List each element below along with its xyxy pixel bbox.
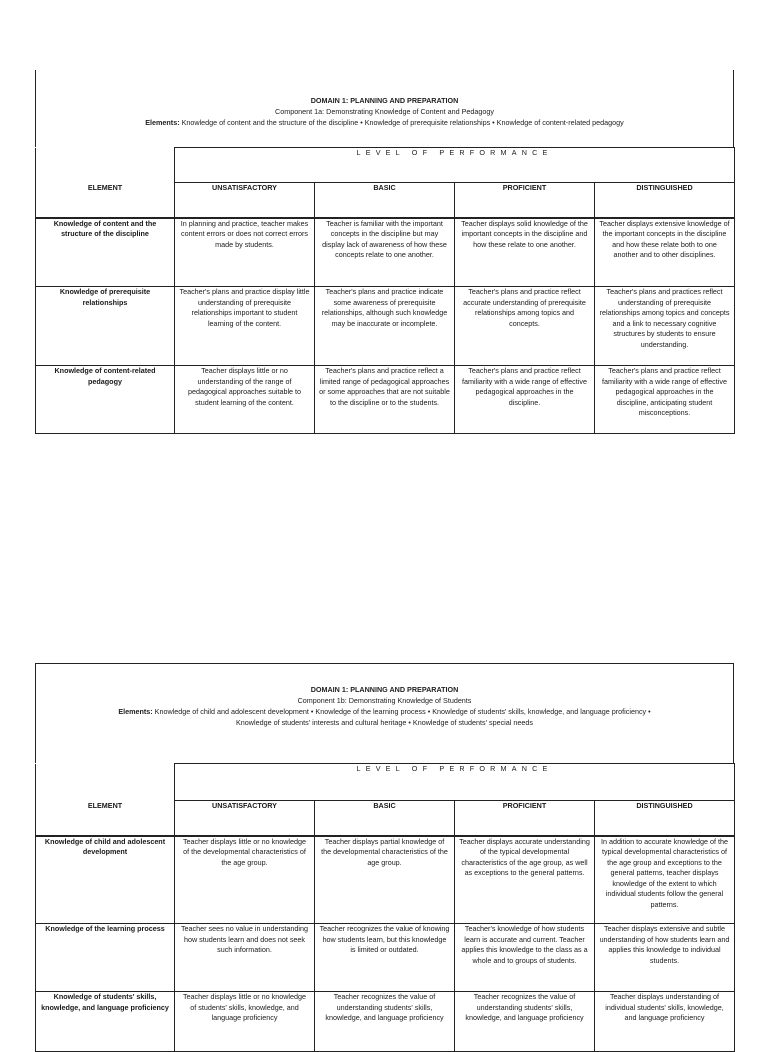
table-cell: Teacher displays accurate understanding of the typical developmental characteristics of the age group, as well as exceptions to the general patterns. (455, 836, 595, 924)
element-name: Knowledge of content and the structure of the discipline (36, 218, 175, 287)
table-cell: Teacher is familiar with the important concepts in the discipline but may display lack of awareness of how these concepts relate to one another. (315, 218, 455, 287)
table-row (36, 924, 735, 992)
elements-text-line2: Knowledge of students' interests and cultural heritage • Knowledge of students' special needs (236, 718, 533, 727)
domain-title: DOMAIN 1: PLANNING AND PREPARATION (310, 685, 459, 694)
table-cell: Teacher displays little or no knowledge of students' skills, knowledge, and language proficiency (175, 992, 315, 1052)
table-cell: Teacher displays extensive knowledge of the important concepts in the discipline and how these relate both to one another and to other disciplines. (595, 218, 735, 287)
column-header-proficient: PROFICIENT (455, 801, 595, 836)
element-name: Knowledge of child and adolescent development (36, 836, 175, 924)
table-cell: In addition to accurate knowledge of the typical developmental characteristics of the age group and exceptions to the general patterns, teacher displays knowledge of the extent to which individual students follow the general patterns. (595, 836, 735, 924)
table-cell: Teacher sees no value in understanding how students learn and does not seek such information. (175, 924, 315, 992)
table-row (36, 287, 735, 366)
element-column-spacer (36, 764, 175, 801)
element-name: Knowledge of the learning process (36, 924, 175, 992)
table-cell: Teacher recognizes the value of understanding students' skills, knowledge, and language proficiency (455, 992, 595, 1052)
table-cell: Teacher's plans and practice reflect familiarity with a wide range of effective pedagogical approaches in the discipline, anticipating student misconceptions. (595, 366, 735, 434)
column-header-unsatisfactory: UNSATISFACTORY (175, 801, 315, 836)
column-header-proficient: PROFICIENT (455, 183, 595, 218)
element-column-spacer (36, 148, 175, 183)
elements-list (36, 117, 733, 128)
element-column-header: ELEMENT (36, 801, 175, 836)
table-cell: Teacher displays little or no understanding of the range of pedagogical approaches suitable to student learning of the content. (175, 366, 315, 434)
column-header-basic: BASIC (315, 801, 455, 836)
table-cell: Teacher displays extensive and subtle understanding of how students learn and applies this knowledge to individual students. (595, 924, 735, 992)
table-cell: Teacher displays understanding of individual students' skills, knowledge, and language proficiency (595, 992, 735, 1052)
elements-text: Knowledge of content and the structure of the discipline • Knowledge of prerequisite relationships • Knowledge of content-related pedagogy (181, 118, 624, 127)
rubric-header (35, 70, 734, 147)
level-of-performance-heading: LEVEL OF PERFORMANCE (175, 764, 735, 801)
element-column-header: ELEMENT (36, 183, 175, 218)
table-cell: Teacher's plans and practice reflect accurate understanding of prerequisite relationships among topics and concepts. (455, 287, 595, 366)
element-name: Knowledge of prerequisite relationships (36, 287, 175, 366)
table-cell: Teacher's plans and practice reflect a limited range of pedagogical approaches or some approaches that are not suitable to the discipline or to the students. (315, 366, 455, 434)
table-cell: Teacher's plans and practices reflect understanding of prerequisite relationships among topics and concepts and a link to necessary cognitive structures by students to ensure understanding. (595, 287, 735, 366)
table-row (36, 366, 735, 434)
table-cell: Teacher's knowledge of how students learn is accurate and current. Teacher applies this knowledge to the class as a whole and to groups of students. (455, 924, 595, 992)
rubric-header (35, 664, 734, 763)
table-cell: Teacher displays solid knowledge of the important concepts in the discipline and how these relate to one another. (455, 218, 595, 287)
rubric-component-1a (35, 70, 734, 434)
component-title: Component 1a: Demonstrating Knowledge of Content and Pedagogy (275, 107, 494, 116)
column-header-distinguished: DISTINGUISHED (595, 183, 735, 218)
component-title: Component 1b: Demonstrating Knowledge of Students (297, 696, 472, 705)
table-cell: Teacher's plans and practice indicate some awareness of prerequisite relationships, although such knowledge may be inaccurate or incomplete. (315, 287, 455, 366)
performance-table (35, 147, 735, 434)
rubric-component-1b (35, 663, 734, 1052)
table-cell: Teacher displays little or no knowledge of the developmental characteristics of the age group. (175, 836, 315, 924)
performance-table (35, 763, 735, 1052)
table-cell: In planning and practice, teacher makes content errors or does not correct errors made by students. (175, 218, 315, 287)
level-of-performance-heading: LEVEL OF PERFORMANCE (175, 148, 735, 183)
elements-label: Elements: (118, 707, 153, 716)
table-cell: Teacher recognizes the value of knowing how students learn, but this knowledge is limited or outdated. (315, 924, 455, 992)
column-header-basic: BASIC (315, 183, 455, 218)
domain-title: DOMAIN 1: PLANNING AND PREPARATION (310, 96, 459, 105)
table-row (36, 836, 735, 924)
table-cell: Teacher's plans and practice display little understanding of prerequisite relationships important to student learning of the content. (175, 287, 315, 366)
column-header-distinguished: DISTINGUISHED (595, 801, 735, 836)
table-cell: Teacher displays partial knowledge of the developmental characteristics of the age group. (315, 836, 455, 924)
element-name: Knowledge of students' skills, knowledge, and language proficiency (36, 992, 175, 1052)
table-cell: Teacher recognizes the value of understanding students' skills, knowledge, and language proficiency (315, 992, 455, 1052)
elements-list (36, 706, 733, 717)
elements-text-line1: Knowledge of child and adolescent development • Knowledge of the learning process • Knowledge of students' skills, knowledge, and language proficiency • (154, 707, 651, 716)
table-row (36, 992, 735, 1052)
element-name: Knowledge of content-related pedagogy (36, 366, 175, 434)
table-row (36, 218, 735, 287)
elements-label: Elements: (145, 118, 180, 127)
column-header-unsatisfactory: UNSATISFACTORY (175, 183, 315, 218)
table-cell: Teacher's plans and practice reflect familiarity with a wide range of effective pedagogical approaches in the discipline. (455, 366, 595, 434)
